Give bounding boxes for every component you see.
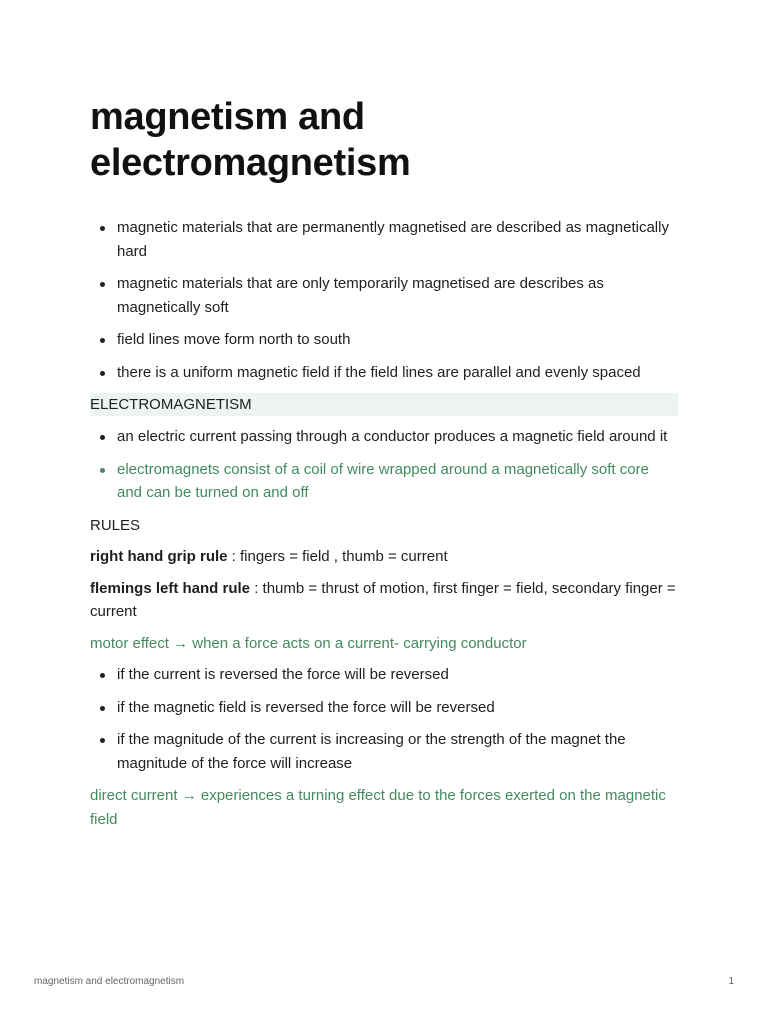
list-item: magnetic materials that are only temporarily magnetised are describes as magnetically soft [117,272,678,319]
document-page [90,94,678,839]
page-title: magnetism and electromagnetism [90,96,411,184]
list-item: an electric current passing through a conductor produces a magnetic field around it [117,425,678,449]
list-item: if the magnitude of the current is increasing or the strength of the magnet the magnitude of the force will increase [117,728,678,775]
rule-right-hand-grip [90,545,678,569]
rule-label: flemings left hand rule [90,579,251,597]
list-item: there is a uniform magnetic field if the field lines are parallel and evenly spaced [117,361,678,385]
rule-text: : thumb = thrust of motion, first finger = field, secondary finger = current [90,579,676,620]
electromagnetism-callout: ELECTROMAGNETISM [90,393,678,416]
direct-current-note: direct current → experiences a turning effect due to the forces exerted on the magnetic field [90,787,666,828]
rule-flemings-left-hand [90,577,678,624]
list-item: magnetic materials that are permanently magnetised are described as magnetically hard [117,216,678,263]
footer-title: magnetism and electromagnetism [34,976,185,987]
rule-text: : fingers = field , thumb = current [227,548,448,565]
list-item-highlighted: electromagnets consist of a coil of wire wrapped around a magnetically soft core and can be turned on and off [117,458,678,505]
rules-heading: RULES [90,516,141,534]
list-item: if the current is reversed the force will be reversed [117,663,678,687]
rule-label: right hand grip rule [90,548,228,565]
list-item: field lines move form north to south [117,328,678,352]
electromagnetism-list [90,425,678,505]
motor-effect-list [90,663,678,775]
list-item: if the magnetic field is reversed the force will be reversed [117,696,678,720]
magnetism-list [90,216,678,384]
page-number: 1 [728,976,734,987]
motor-effect-note: motor effect → when a force acts on a current- carrying conductor [90,634,527,652]
